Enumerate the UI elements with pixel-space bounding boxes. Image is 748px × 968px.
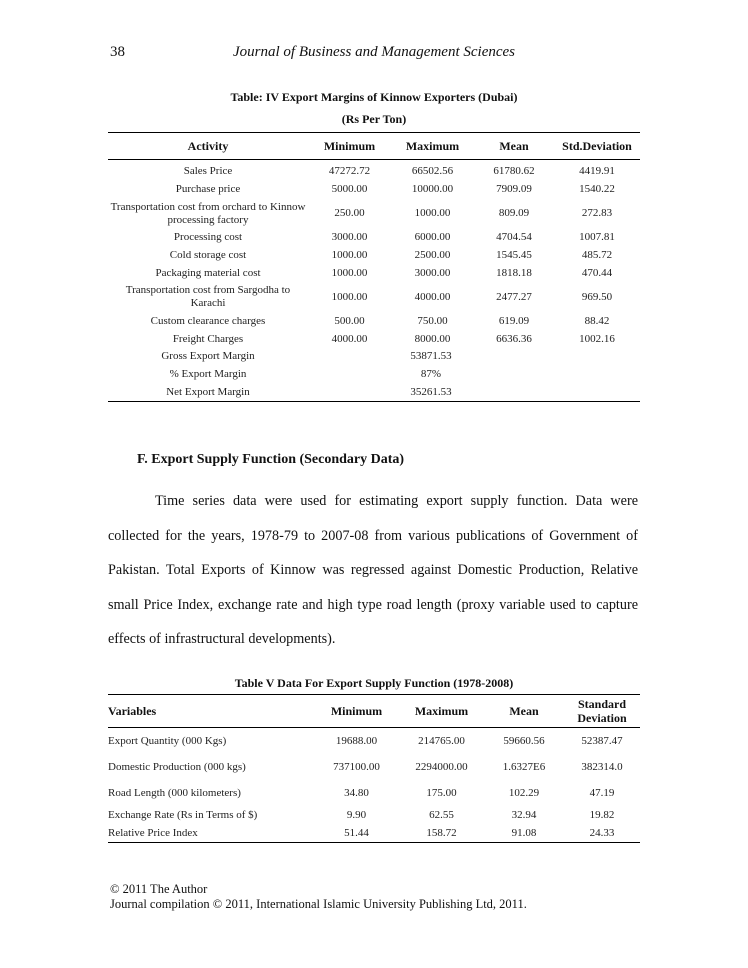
export-margins-table — [108, 132, 640, 402]
table-cell: 47.19 — [589, 787, 615, 799]
table-cell: 10000.00 — [411, 182, 454, 195]
table-cell: Transportation cost from Sargodha to Karachi — [125, 284, 291, 310]
column-header-std-deviation: Std.Deviation — [554, 133, 640, 160]
table-header-row — [108, 695, 640, 728]
table-4-title: Table: IV Export Margins of Kinnow Exporters (Dubai) — [230, 90, 518, 104]
table-cell: 91.08 — [484, 824, 564, 843]
table-5-title: Table V Data For Export Supply Function (1978-2008) — [234, 676, 514, 690]
table-cell: 24.33 — [564, 824, 640, 843]
table-cell: 88.42 — [584, 315, 610, 328]
table-cell: 19688.00 — [335, 735, 378, 747]
table-cell: 2294000.00 — [415, 761, 468, 773]
table-cell: 8000.00 — [414, 332, 451, 345]
table-4-subtitle: (Rs Per Ton) — [341, 112, 407, 126]
table-row — [108, 264, 640, 282]
table-cell: Freight Charges — [172, 332, 244, 345]
table-cell: 34.80 — [344, 787, 369, 799]
table-cell: 66502.56 — [411, 165, 454, 178]
body-paragraph: Time series data were used for estimating export supply function. Data were collected for the years, 1978-79 to 2007-08 from various publications of Government of Pakistan. Total Exports of Kinnow was regressed against Domestic Production, Relative small Price Index, exchange rate and high type road length (proxy variable used to capture effects of infrastructural developments). — [108, 493, 638, 647]
journal-title: Journal of Business and Management Sciences — [232, 44, 516, 60]
table-cell: 1540.22 — [579, 182, 615, 195]
table-cell: Cold storage cost — [169, 249, 247, 262]
table-cell: Relative Price Index — [108, 824, 314, 843]
table-cell: 1002.16 — [579, 332, 615, 345]
table-cell: 382314.0 — [581, 761, 623, 773]
table-cell: 175.00 — [426, 787, 457, 799]
table-header-row — [108, 133, 640, 160]
table-cell: Processing cost — [173, 231, 243, 244]
table-cell: 9.90 — [346, 809, 367, 821]
table-cell: 51.44 — [314, 824, 399, 843]
table-cell: 470.44 — [581, 266, 613, 279]
table-cell: 5000.00 — [331, 182, 368, 195]
table-cell: 158.72 — [399, 824, 484, 843]
table-cell: 19.82 — [589, 809, 615, 821]
table-cell: 485.72 — [581, 249, 613, 262]
table-row — [108, 181, 640, 199]
table-cell: 3000.00 — [414, 266, 451, 279]
table-cell: 4704.54 — [496, 231, 532, 244]
table-cell: 2500.00 — [414, 249, 451, 262]
table-cell: Domestic Production (000 kgs) — [108, 761, 246, 773]
table-cell: 1000.00 — [331, 290, 368, 303]
table-cell: 750.00 — [417, 315, 448, 328]
table-row — [108, 229, 640, 247]
column-header-standard-deviation: Standard Deviation — [564, 695, 640, 728]
table-cell: 52387.47 — [581, 735, 623, 747]
footer-compilation: Journal compilation © 2011, International Islamic University Publishing Ltd, 2011. — [110, 897, 527, 911]
table-cell: 250.00 — [334, 207, 365, 220]
export-supply-data-table — [108, 694, 640, 843]
column-header-mean: Mean — [484, 695, 564, 728]
table-row — [108, 806, 640, 824]
table-row — [108, 282, 640, 313]
table-cell: 62.55 — [429, 809, 454, 821]
table-cell: Purchase price — [175, 182, 241, 195]
table-cell: 272.83 — [581, 207, 613, 220]
table-cell: 619.09 — [498, 315, 530, 328]
table-cell: 1000.00 — [331, 249, 368, 262]
table-cell: Sales Price — [183, 165, 233, 178]
table-row — [108, 247, 640, 265]
table-row — [108, 160, 640, 181]
table-cell: 4000.00 — [414, 290, 451, 303]
table-row — [108, 331, 640, 349]
summary-label: % Export Margin — [169, 368, 247, 381]
summary-value: 53871.53 — [410, 350, 452, 363]
table-cell: Exchange Rate (Rs in Terms of $) — [108, 809, 258, 821]
table-cell: 1818.18 — [496, 266, 532, 279]
column-header-minimum: Minimum — [314, 695, 399, 728]
table-cell: 809.09 — [498, 207, 530, 220]
table-cell: Transportation cost from orchard to Kinnow processing factory — [110, 200, 306, 226]
summary-label: Net Export Margin — [108, 383, 308, 401]
column-header-maximum: Maximum — [399, 695, 484, 728]
table-cell: 4000.00 — [331, 332, 368, 345]
page-number: 38 — [110, 44, 125, 60]
table-cell: 214765.00 — [418, 735, 465, 747]
summary-label: Gross Export Margin — [161, 350, 255, 363]
footer-copyright: © 2011 The Author — [110, 882, 208, 896]
summary-value: 35261.53 — [308, 383, 554, 401]
table-cell: 32.94 — [511, 809, 537, 821]
table-row — [108, 198, 640, 229]
table-row — [108, 754, 640, 780]
table-cell: Custom clearance charges — [150, 315, 266, 328]
table-cell: 7909.09 — [496, 182, 532, 195]
table-row — [108, 728, 640, 755]
table-cell: 102.29 — [508, 787, 540, 799]
table-cell: 1000.00 — [331, 266, 368, 279]
table-cell: 1000.00 — [414, 207, 451, 220]
table-cell: 4419.91 — [579, 165, 615, 178]
summary-row — [108, 383, 640, 401]
table-cell: 6636.36 — [496, 332, 532, 345]
table-row — [108, 313, 640, 331]
table-cell: 1007.81 — [579, 231, 615, 244]
summary-row — [108, 366, 640, 384]
column-header-mean: Mean — [474, 133, 554, 160]
table-cell: 6000.00 — [414, 231, 451, 244]
table-cell: 2477.27 — [496, 290, 532, 303]
table-cell: Packaging material cost — [155, 266, 261, 279]
table-cell: Road Length (000 kilometers) — [108, 787, 241, 799]
table-cell: 47272.72 — [328, 165, 371, 178]
summary-value: 87% — [420, 368, 442, 381]
column-header-activity: Activity — [108, 133, 308, 160]
table-cell: 59660.56 — [503, 735, 545, 747]
table-cell: 500.00 — [334, 315, 365, 328]
column-header-variables: Variables — [108, 695, 314, 728]
table-row — [108, 780, 640, 806]
column-header-minimum: Minimum — [308, 133, 391, 160]
table-cell: 61780.62 — [493, 165, 535, 178]
table-cell: 3000.00 — [331, 231, 368, 244]
section-heading: F. Export Supply Function (Secondary Data) — [137, 452, 405, 467]
table-cell: 1.6327E6 — [502, 761, 546, 773]
table-cell: 737100.00 — [333, 761, 380, 773]
summary-row — [108, 348, 640, 366]
table-cell: Export Quantity (000 Kgs) — [108, 735, 227, 747]
table-cell: 969.50 — [581, 290, 613, 303]
table-row — [108, 824, 640, 843]
table-cell: 1545.45 — [496, 249, 532, 262]
column-header-maximum: Maximum — [391, 133, 474, 160]
